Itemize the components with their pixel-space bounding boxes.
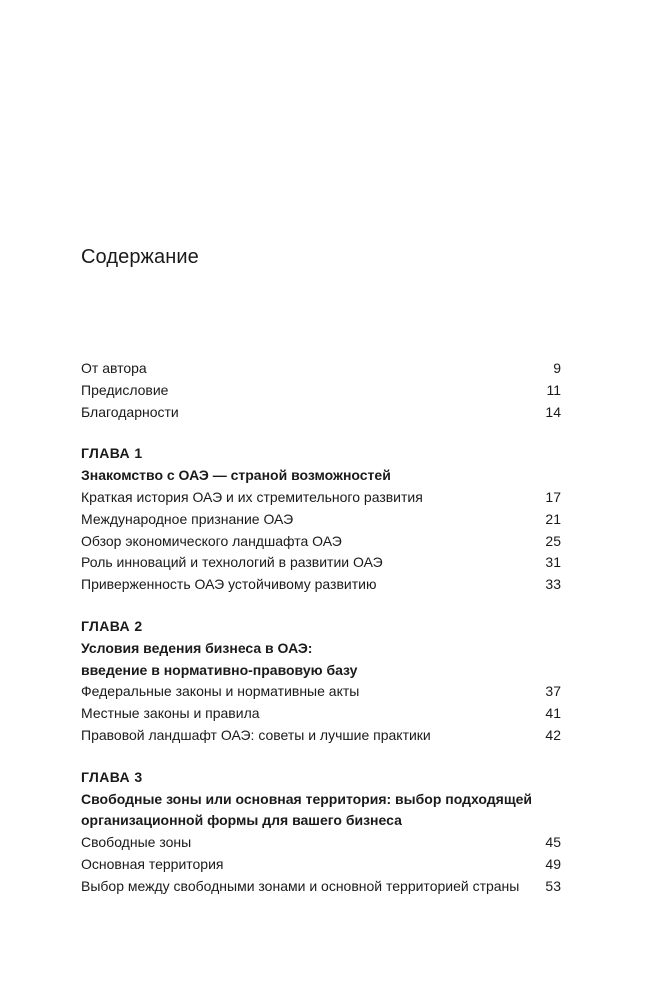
toc-entry-label: Правовой ландшафт ОАЭ: советы и лучшие практики — [81, 726, 431, 743]
toc-entry[interactable] — [81, 487, 561, 509]
toc-entry-page: 49 — [545, 855, 561, 872]
toc-entry-page: 9 — [553, 360, 561, 376]
front-matter-list — [81, 358, 561, 423]
toc-entry-label: От автора — [81, 360, 147, 376]
toc-entry-label: Международное признание ОАЭ — [81, 510, 294, 527]
toc-entry-label: Роль инноваций и технологий в развитии ОАЭ — [81, 554, 383, 571]
toc-entry-label: Выбор между свободными зонами и основной территорией страны — [81, 877, 520, 894]
chapter-title: Свободные зоны или основная территория: выбор подходящей — [81, 790, 533, 807]
chapter-1 — [81, 443, 561, 596]
chapter-2 — [81, 616, 561, 747]
toc-entry-page: 33 — [545, 576, 561, 593]
toc-entry[interactable] — [81, 832, 561, 854]
toc-entry[interactable] — [81, 380, 561, 402]
chapter-title: организационной формы для вашего бизнеса — [81, 812, 402, 829]
chapter-title: Знакомство с ОАЭ — страной возможностей — [81, 467, 391, 484]
toc-entry-label: Федеральные законы и нормативные акты — [81, 683, 360, 700]
chapter-label: ГЛАВА 1 — [81, 445, 143, 462]
toc-entry[interactable] — [81, 552, 561, 574]
toc-entry-page: 37 — [545, 683, 561, 700]
chapter-label: ГЛАВА 2 — [81, 617, 143, 634]
toc-entry-label: Свободные зоны — [81, 834, 192, 851]
toc-entry[interactable] — [81, 509, 561, 531]
toc-entry[interactable] — [81, 574, 561, 596]
toc-entry[interactable] — [81, 402, 561, 424]
toc-entry-label: Благодарности — [81, 403, 179, 420]
chapter-label: ГЛАВА 3 — [81, 768, 143, 785]
toc-entry-page: 41 — [545, 705, 561, 722]
toc-entry-label: Обзор экономического ландшафта ОАЭ — [81, 532, 342, 549]
toc-entry[interactable] — [81, 681, 561, 703]
toc-entry[interactable] — [81, 854, 561, 876]
toc-entry[interactable] — [81, 703, 561, 725]
toc-entry-label: Местные законы и правила — [81, 705, 260, 722]
toc-entry-label: Краткая история ОАЭ и их стремительного развития — [81, 488, 423, 505]
toc-entry-page: 21 — [545, 510, 561, 527]
toc-entry-page: 53 — [545, 877, 561, 894]
chapter-title: Условия ведения бизнеса в ОАЭ: — [81, 639, 313, 656]
toc-entry-page: 11 — [546, 381, 561, 398]
toc-entry-page: 25 — [545, 532, 561, 549]
toc-entry[interactable] — [81, 531, 561, 553]
toc-entry[interactable] — [81, 358, 561, 380]
toc-entry-label: Приверженность ОАЭ устойчивому развитию — [81, 576, 377, 593]
toc-entry-page: 42 — [545, 726, 561, 743]
toc-entry[interactable] — [81, 725, 561, 747]
toc-entry-page: 45 — [545, 834, 561, 851]
page-title: Содержание — [81, 246, 199, 268]
chapter-3 — [81, 767, 561, 898]
toc-entry-label: Предисловие — [81, 381, 169, 398]
chapter-title: введение в нормативно-правовую базу — [81, 661, 358, 678]
toc-entry-page: 17 — [545, 488, 561, 505]
toc-entry-page: 31 — [545, 554, 561, 571]
table-of-contents — [81, 358, 561, 898]
toc-entry[interactable] — [81, 876, 561, 898]
toc-entry-label: Основная территория — [81, 855, 224, 872]
toc-entry-page: 14 — [545, 403, 561, 420]
